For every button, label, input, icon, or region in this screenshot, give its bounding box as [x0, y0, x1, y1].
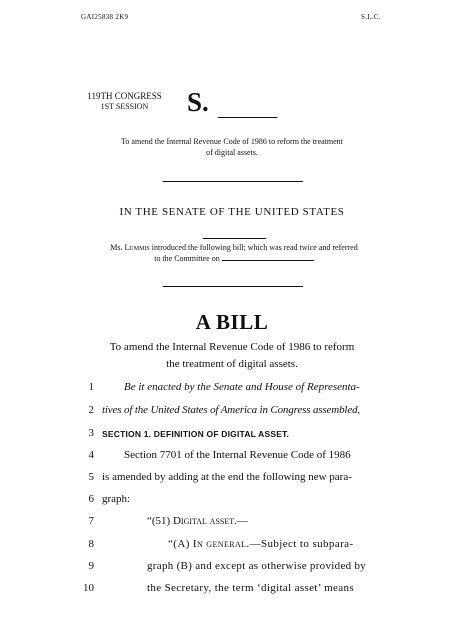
slc-marker: S.L.C. — [361, 13, 381, 21]
committee-text: to the Committee on — [154, 254, 222, 263]
subparagraph-prefix: “(A) — [168, 538, 193, 550]
introduction-text: introduced the following bill; which was read twice and referred — [149, 243, 358, 252]
bill-purpose-line-2: the treatment of digital assets. — [166, 358, 298, 370]
sponsor-name: Lummis — [124, 243, 150, 252]
paragraph-suffix: .— — [234, 515, 248, 527]
line-number: 3 — [88, 427, 94, 439]
line-number: 9 — [88, 560, 94, 572]
date-blank-rule — [203, 238, 266, 239]
bill-prefix: S. — [187, 87, 209, 117]
line-number: 7 — [88, 515, 94, 527]
cover-purpose-line-2: of digital assets. — [206, 148, 258, 157]
line-number: 2 — [88, 404, 94, 416]
line-number: 6 — [88, 493, 94, 505]
text-line: graph: — [102, 493, 131, 505]
committee-blank — [222, 254, 314, 261]
cover-purpose — [90, 136, 374, 158]
introduction-line-1 — [84, 242, 384, 253]
subparagraph-heading — [168, 538, 354, 550]
bill-heading: A BILL — [195, 310, 269, 334]
text-line: the Secretary, the term ‘digital asset’ means — [147, 582, 354, 594]
divider-rule — [163, 286, 303, 287]
text-line: is amended by adding at the end the following new para- — [102, 471, 352, 483]
line-number: 1 — [88, 381, 94, 393]
text-line: graph (B) and except as otherwise provided by — [147, 560, 367, 572]
divider-rule — [163, 181, 303, 182]
session-number: 1ST SESSION — [100, 102, 149, 111]
line-number: 4 — [88, 449, 94, 461]
subparagraph-title: In general — [192, 538, 247, 550]
enacting-clause-line-1: Be it enacted by the Senate and House of Representa- — [124, 381, 360, 393]
document-id: GAI25838 2K9 — [81, 13, 129, 21]
paragraph-prefix: “(51) — [147, 515, 173, 527]
paragraph-title: Digital asset — [172, 515, 235, 527]
introduction-line-2 — [84, 253, 384, 264]
line-number: 8 — [88, 538, 94, 550]
section-heading: SECTION 1. DEFINITION OF DIGITAL ASSET. — [102, 429, 290, 439]
bill-purpose-line-1: To amend the Internal Revenue Code of 1986 to reform — [109, 341, 355, 353]
senate-heading: IN THE SENATE OF THE UNITED STATES — [119, 206, 345, 218]
line-number: 10 — [83, 582, 94, 594]
sponsor-prefix: Ms. — [110, 243, 125, 252]
bill-number-blank — [218, 117, 277, 118]
paragraph-heading — [147, 515, 248, 527]
line-number: 5 — [88, 471, 94, 483]
subparagraph-text: .—Subject to subpara- — [246, 538, 354, 550]
enacting-clause-line-2: tives of the United States of America in Congress assembled, — [102, 404, 361, 416]
text-line: Section 7701 of the Internal Revenue Code of 1986 — [124, 449, 351, 461]
congress-number: 119TH CONGRESS — [87, 91, 162, 101]
cover-purpose-line-1: To amend the Internal Revenue Code of 1986 to reform the treatment — [121, 137, 343, 146]
